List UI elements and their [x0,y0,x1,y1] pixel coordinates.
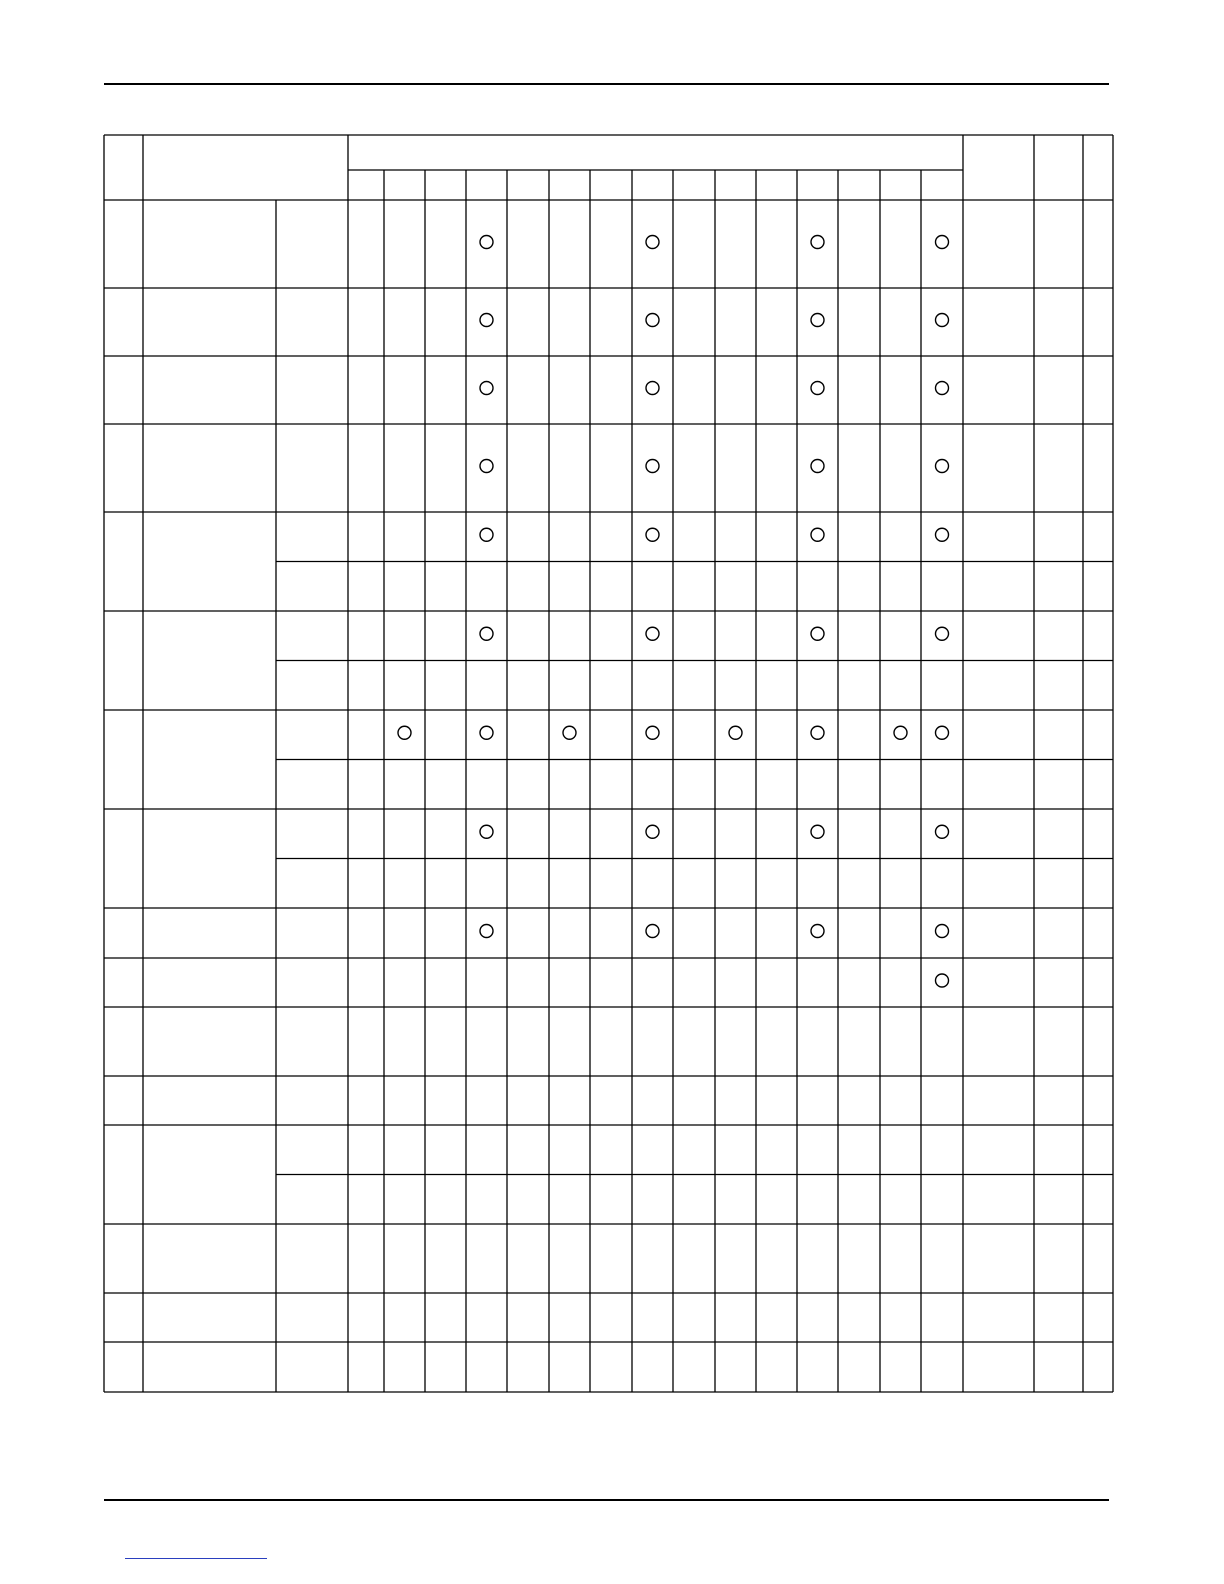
circle-mark [936,726,949,739]
circle-mark [646,314,659,327]
circle-mark [646,627,659,640]
circle-mark [894,726,907,739]
circle-mark [398,726,411,739]
circle-mark [936,382,949,395]
circle-mark [480,382,493,395]
circle-mark [646,460,659,473]
footer-link-underline[interactable] [125,1558,267,1559]
circle-mark [936,627,949,640]
circle-mark [936,460,949,473]
circle-mark [646,925,659,938]
circle-mark [811,825,824,838]
circle-mark [936,236,949,249]
circle-mark [646,825,659,838]
circle-mark [729,726,742,739]
circle-mark [936,825,949,838]
circle-mark [646,382,659,395]
circle-mark [646,726,659,739]
footer-rule [104,1499,1109,1501]
circle-mark [811,382,824,395]
circle-mark [811,925,824,938]
circle-mark [811,236,824,249]
circle-mark [811,460,824,473]
circle-mark [480,825,493,838]
circle-mark [646,236,659,249]
circle-mark [811,726,824,739]
circle-mark [563,726,576,739]
circle-mark [480,460,493,473]
circle-mark [646,528,659,541]
circle-mark [936,925,949,938]
circle-mark [811,627,824,640]
circle-mark [936,314,949,327]
circle-mark [480,726,493,739]
table-gridlines [104,135,1113,1392]
circle-mark [936,528,949,541]
circle-mark [480,925,493,938]
circle-mark [936,974,949,987]
circle-mark [480,627,493,640]
circle-mark [811,314,824,327]
circle-mark [480,528,493,541]
circle-mark [480,236,493,249]
circle-mark [811,528,824,541]
circle-mark [480,314,493,327]
